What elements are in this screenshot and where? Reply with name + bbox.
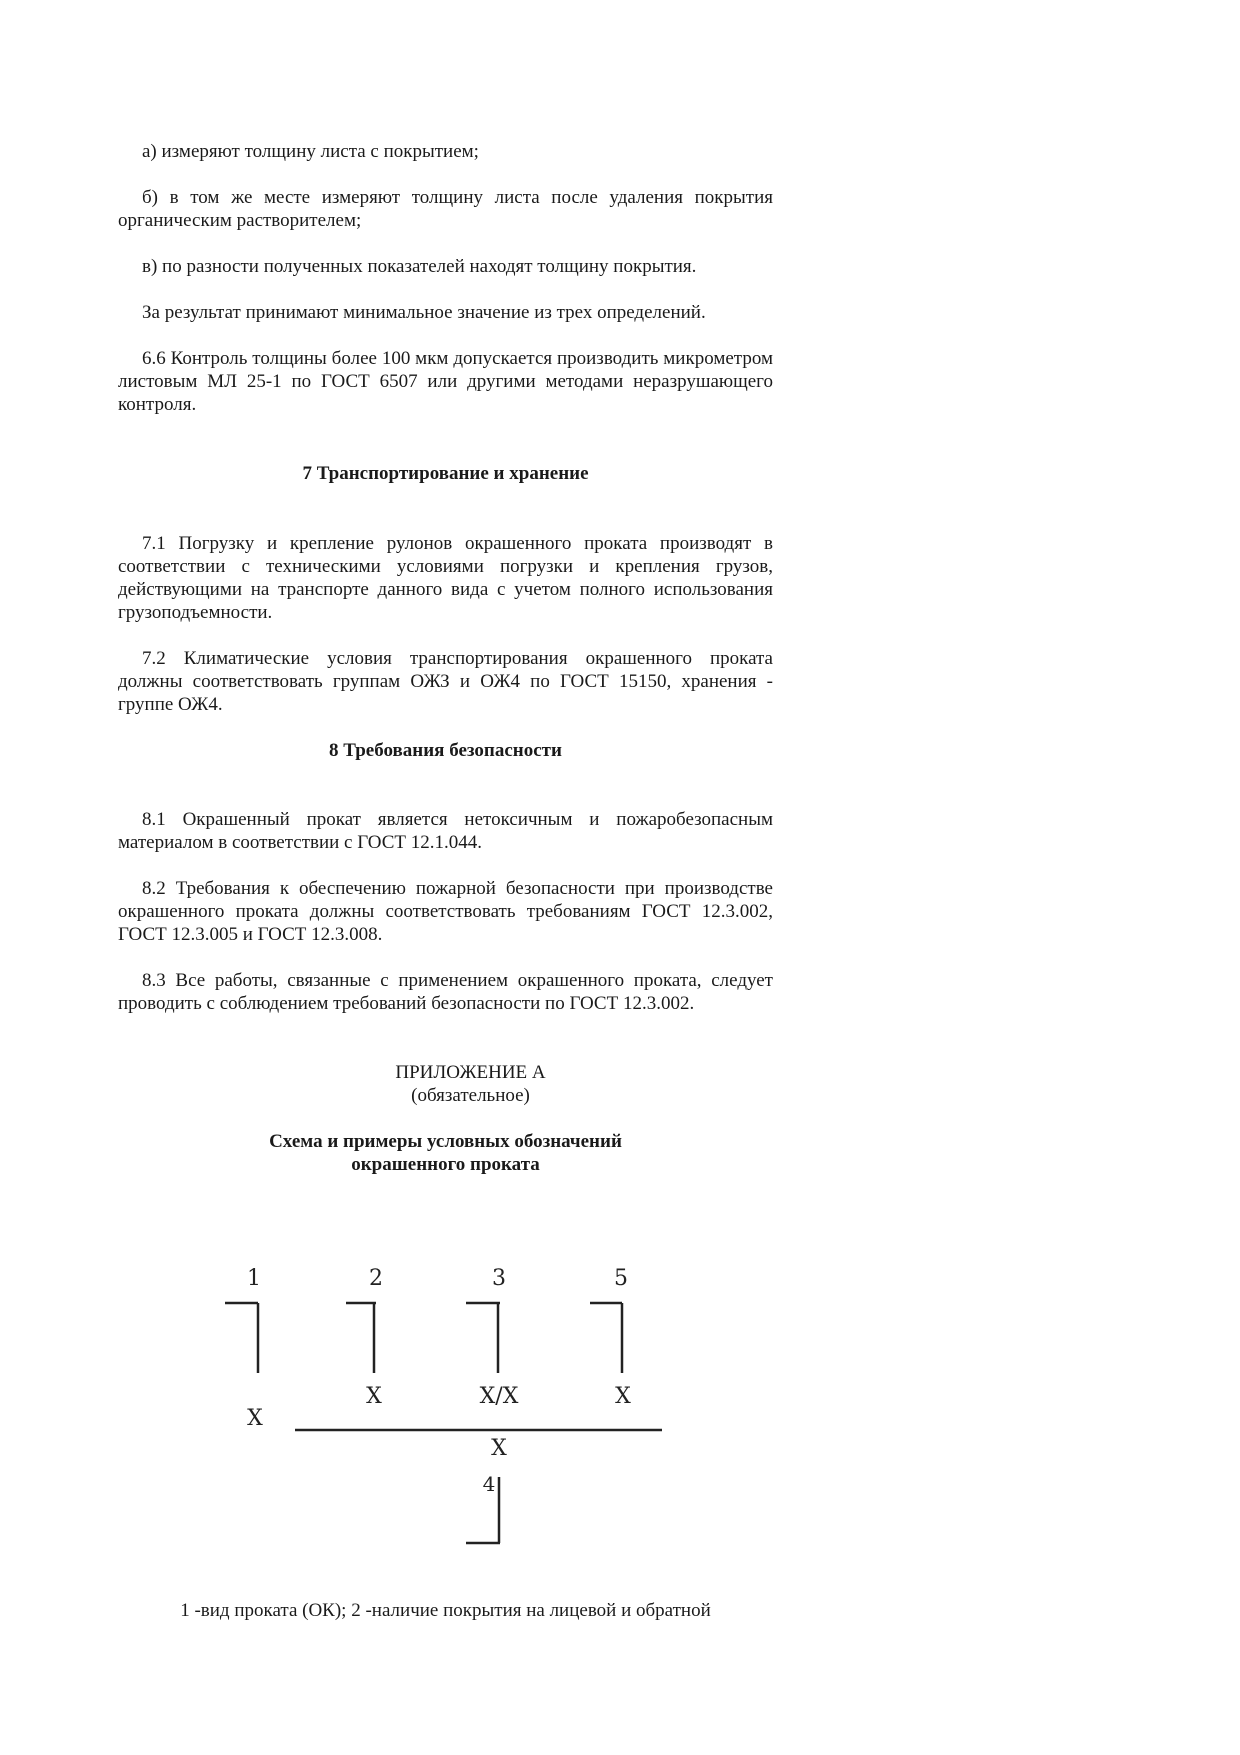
figure-caption: 1 -вид проката (ОК); 2 -наличие покрытия на лицевой и обратной	[180, 1600, 711, 1621]
paragraph-7-1: 7.1 Погрузку и крепление рулонов окрашенного проката производят в соответствии с техническими условиями погрузки и крепления грузов, действующими на транспорте данного вида с учетом полного использования грузоподъемности.	[118, 533, 773, 623]
paragraph-8-1: 8.1 Окрашенный прокат является нетоксичным и пожаробезопасным материалом в соответствии с ГОСТ 12.1.044.	[118, 809, 773, 853]
document-page	[118, 140, 773, 1176]
section-8-title: 8 Требования безопасности	[329, 740, 562, 761]
appendix-status: (обязательное)	[411, 1085, 530, 1106]
label-2: 2	[369, 1266, 383, 1291]
appendix-label: ПРИЛОЖЕНИЕ А	[395, 1062, 546, 1083]
paragraph-result: За результат принимают минимальное значение из трех определений.	[142, 302, 706, 323]
paragraph-8-2: 8.2 Требования к обеспечению пожарной безопасности при производстве окрашенного проката должны соответствовать требованиям ГОСТ 12.3.002, ГОСТ 12.3.005 и ГОСТ 12.3.008.	[118, 878, 773, 945]
label-x-3: X/X	[479, 1384, 519, 1409]
label-x-2: X	[366, 1384, 382, 1409]
label-5: 5	[614, 1266, 628, 1291]
paragraph-7-2: 7.2 Климатические условия транспортирования окрашенного проката должны соответствовать группам ОЖЗ и ОЖ4 по ГОСТ 15150, хранения - группе ОЖ4.	[118, 648, 773, 715]
designation-scheme-diagram	[210, 1255, 680, 1565]
appendix-title-line2: окрашенного проката	[351, 1154, 540, 1175]
label-x-left: X	[247, 1406, 263, 1431]
paragraph-a: а) измеряют толщину листа с покрытием;	[142, 141, 479, 162]
label-1: 1	[247, 1266, 261, 1291]
paragraph-b: б) в том же месте измеряют толщину листа после удаления покрытия органическим растворителем;	[118, 187, 773, 231]
paragraph-8-3: 8.3 Все работы, связанные с применением окрашенного проката, следует проводить с соблюдением требований безопасности по ГОСТ 12.3.002.	[118, 970, 773, 1014]
appendix-title-line1: Схема и примеры условных обозначений	[269, 1131, 622, 1152]
paragraph-6-6: 6.6 Контроль толщины более 100 мкм допускается производить микрометром листовым МЛ 25-1 по ГОСТ 6507 или другими методами неразрушающего контроля.	[118, 348, 773, 415]
label-x-bottom: X	[491, 1436, 507, 1461]
label-x-5: X	[615, 1384, 631, 1409]
label-4: 4	[482, 1472, 496, 1496]
section-7-title: 7 Транспортирование и хранение	[302, 463, 589, 484]
label-3: 3	[492, 1266, 506, 1291]
paragraph-c: в) по разности полученных показателей находят толщину покрытия.	[142, 256, 697, 277]
